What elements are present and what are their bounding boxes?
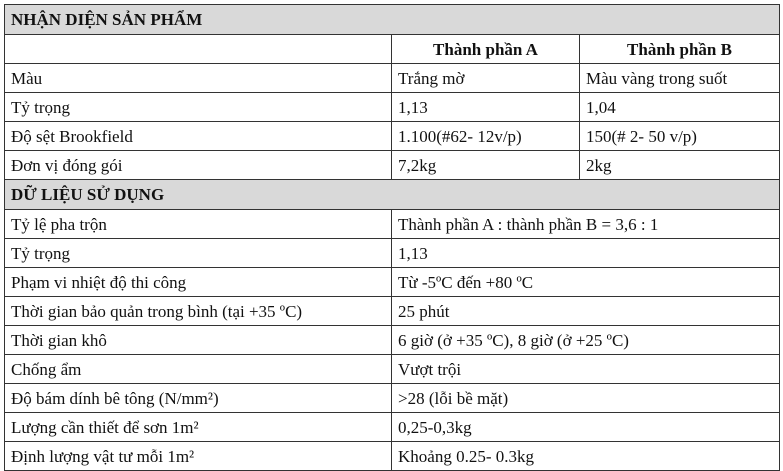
- value-a: 7,2kg: [392, 151, 580, 180]
- value-b: 1,04: [580, 93, 780, 122]
- row-value: Khoảng 0.25- 0.3kg: [392, 442, 780, 471]
- section-header-row: [5, 5, 780, 35]
- section-header-row: [5, 180, 780, 210]
- row-label: Độ bám dính bê tông (N/mm²): [5, 384, 392, 413]
- row-value: 1,13: [392, 239, 780, 268]
- value-a: Trắng mờ: [392, 64, 580, 93]
- table-row: [5, 210, 780, 239]
- section-title-usage: DỮ LIỆU SỬ DỤNG: [5, 180, 780, 210]
- row-label: Tỷ trọng: [5, 239, 392, 268]
- value-b: 2kg: [580, 151, 780, 180]
- table-row: [5, 326, 780, 355]
- row-label: Phạm vi nhiệt độ thi công: [5, 268, 392, 297]
- table-row: [5, 151, 780, 180]
- table-row: [5, 355, 780, 384]
- row-label: Định lượng vật tư mỗi 1m²: [5, 442, 392, 471]
- table-row: [5, 122, 780, 151]
- row-label: Thời gian bảo quản trong bình (tại +35 ºC): [5, 297, 392, 326]
- value-b: 150(# 2- 50 v/p): [580, 122, 780, 151]
- product-spec-table: [4, 4, 780, 471]
- table-row: [5, 268, 780, 297]
- row-label: Màu: [5, 64, 392, 93]
- row-label: Đơn vị đóng gói: [5, 151, 392, 180]
- table-row: [5, 297, 780, 326]
- row-value: 0,25-0,3kg: [392, 413, 780, 442]
- row-label: Chống ẩm: [5, 355, 392, 384]
- table-row: [5, 93, 780, 122]
- row-label: Tỷ lệ pha trộn: [5, 210, 392, 239]
- table-row: [5, 384, 780, 413]
- column-header-row: [5, 35, 780, 64]
- value-a: 1.100(#62- 12v/p): [392, 122, 580, 151]
- table-row: [5, 239, 780, 268]
- row-value: Từ -5ºC đến +80 ºC: [392, 268, 780, 297]
- column-header-b: Thành phần B: [580, 35, 780, 64]
- value-b: Màu vàng trong suốt: [580, 64, 780, 93]
- row-value: Vượt trội: [392, 355, 780, 384]
- value-a: 1,13: [392, 93, 580, 122]
- row-label: Tỷ trọng: [5, 93, 392, 122]
- row-value: Thành phần A : thành phần B = 3,6 : 1: [392, 210, 780, 239]
- section-title-identification: NHẬN DIỆN SẢN PHẨM: [5, 5, 780, 35]
- empty-header-cell: [5, 35, 392, 64]
- table-row: [5, 64, 780, 93]
- column-header-a: Thành phần A: [392, 35, 580, 64]
- row-value: 25 phút: [392, 297, 780, 326]
- row-label: Độ sệt Brookfield: [5, 122, 392, 151]
- row-label: Lượng cần thiết để sơn 1m²: [5, 413, 392, 442]
- row-label: Thời gian khô: [5, 326, 392, 355]
- table-row: [5, 413, 780, 442]
- table-row: [5, 442, 780, 471]
- row-value: 6 giờ (ở +35 ºC), 8 giờ (ở +25 ºC): [392, 326, 780, 355]
- row-value: >28 (lỗi bề mặt): [392, 384, 780, 413]
